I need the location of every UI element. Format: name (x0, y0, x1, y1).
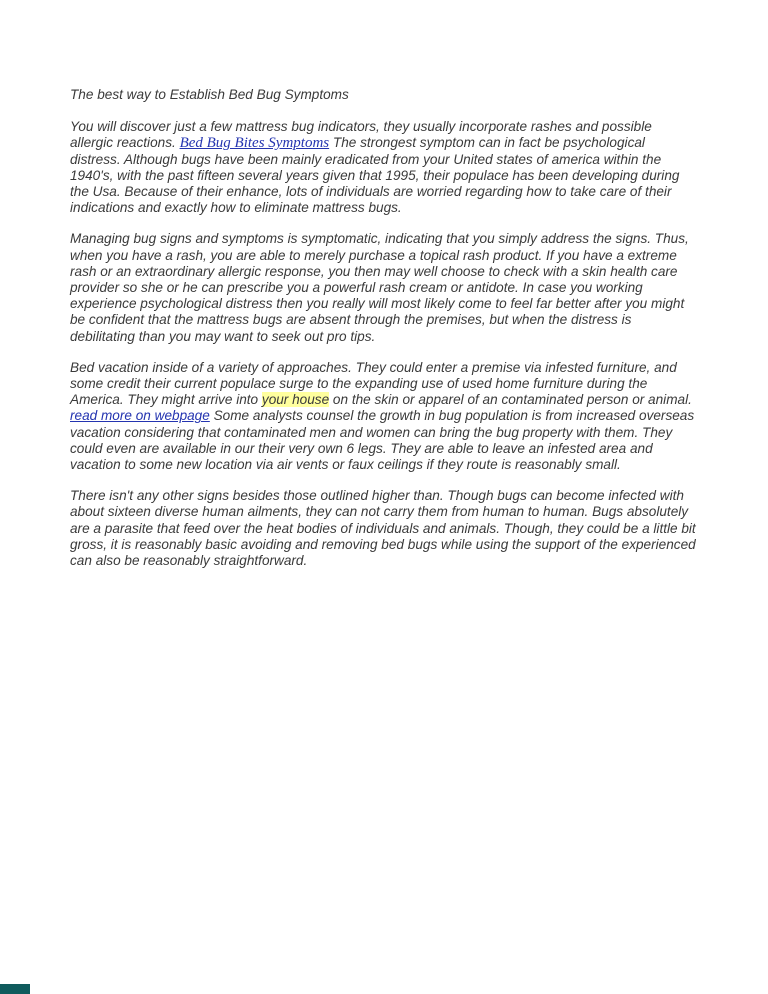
read-more-on-webpage-link[interactable]: read more on webpage (70, 408, 210, 424)
bed-bug-bites-symptoms-link[interactable]: Bed Bug Bites Symptoms (179, 135, 330, 152)
paragraph-1-text-end: The strongest symptom can in fact be psychological distress. Although bugs have been mainly eradicated from your United states of america within the 1940's, with the past fifteen several years given that 1995, their populace has been developing during the Usa. Because of their enhance, lots of individuals are worried regarding how to take care of their indications and exactly how to eliminate mattress bugs. (70, 135, 680, 216)
document-title: The best way to Establish Bed Bug Symptoms (70, 87, 349, 102)
document-content (70, 87, 698, 584)
paragraph-3 (70, 360, 698, 473)
paragraph-1 (70, 119, 698, 216)
paragraph-3-text-end: Some analysts counsel the growth in bug population is from increased overseas vacation considering that contaminated men and women can bring the bug property with them. They could even are available in our their very own 6 legs. They are able to leave an infested area and vacation to some new location via air vents or faux ceilings if they route is reasonably small. (70, 408, 695, 473)
paragraph-3-text-middle: on the skin or apparel of an contaminated person or animal. (329, 392, 692, 408)
paragraph-1-text-start: You will discover just a few mattress bug indicators, they usually incorporate rashes and possible allergic reactions. (70, 119, 652, 151)
paragraph-3-text-start: Bed vacation inside of a variety of approaches. They could enter a premise via infested furniture, and some credit their current populace surge to the expanding use of used home furniture during the America. They might arrive into (70, 359, 677, 408)
bottom-left-accent-block (0, 984, 30, 994)
paragraph-2: Managing bug signs and symptoms is symptomatic, indicating that you simply address the signs. Thus, when you have a rash, you are able to merely purchase a topical rash product. If you have a extreme rash or an extraordinary allergic response, you then may well choose to check with a skin health care provider so she or he can prescribe you a powerful rash cream or antidote. In case you working experience psychological distress then you really will most likely come to feel far better after you might be confident that the mattress bugs are absent through the premises, but when the distress is debilitating than you may want to seek out pro tips. (70, 231, 689, 344)
highlighted-text-your-house: your house (261, 392, 330, 408)
paragraph-4: There isn't any other signs besides those outlined higher than. Though bugs can become infected with about sixteen diverse human ailments, they can not carry them from human to human. Bugs absolutely are a parasite that feed over the heat bodies of individuals and animals. Though, they could be a little bit gross, it is reasonably basic avoiding and removing bed bugs while using the support of the experienced can also be reasonably straightforward. (70, 488, 696, 569)
